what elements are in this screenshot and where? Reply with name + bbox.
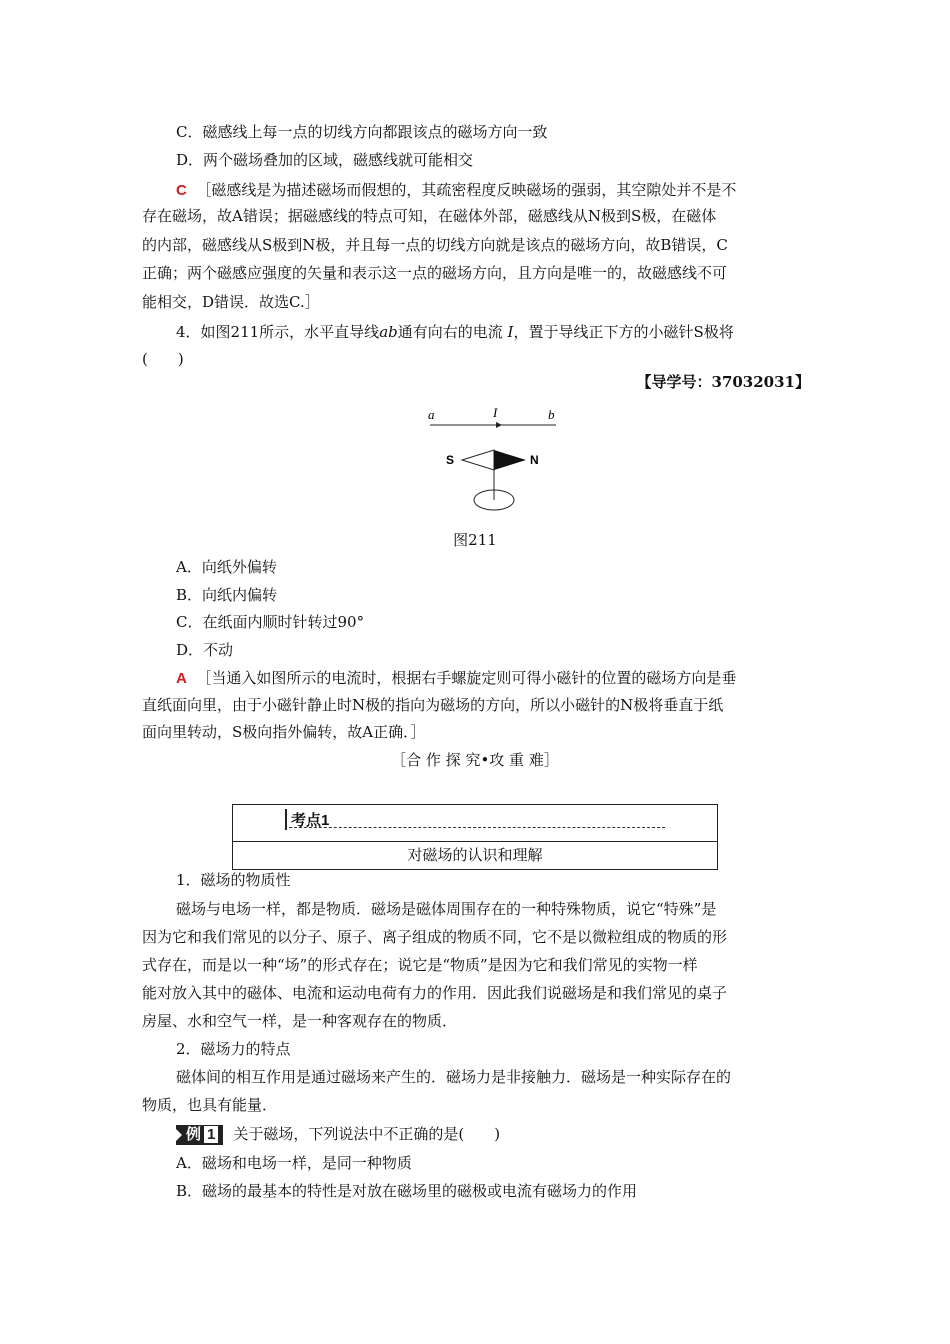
label-N: N [530, 453, 539, 467]
q4-text: 4．如图211所示，水平直导线 [176, 323, 380, 341]
para2-line: 物质，也具有能量． [142, 1096, 278, 1114]
para2-heading: 2．磁场力的特点 [176, 1040, 291, 1058]
para1-line: 磁场与电场一样，都是物质．磁场是磁体周围存在的一种特殊物质，说它“特殊”是 [176, 900, 717, 918]
example-question [176, 1124, 500, 1145]
example-number: 1 [203, 1125, 219, 1144]
topic-tag: 考点1 [285, 809, 329, 830]
figure-211 [422, 405, 562, 525]
q3-explanation-line: 的内部，磁感线从S极到N极，并且每一点的切线方向就是该点的磁场方向，故B错误，C [142, 236, 728, 254]
q4-exp-text: ［当通入如图所示的电流时，根据右手螺旋定则可得小磁针的位置的磁场方向是垂 [196, 669, 737, 687]
para2-line: 磁体间的相互作用是通过磁场来产生的．磁场力是非接触力．磁场是一种实际存在的 [176, 1068, 732, 1086]
q4-text: 通有向右的电流 [397, 323, 503, 341]
para1-heading: 1．磁场的物质性 [176, 871, 291, 889]
q4-paren: ( ) [142, 350, 184, 368]
label-a: a [428, 407, 435, 422]
q3-explanation-line: 能相交，D错误．故选C.］ [142, 293, 320, 311]
q3-explanation-line [176, 180, 736, 201]
para1-line: 能对放入其中的磁体、电流和运动电荷有力的作用．因此我们说磁场是和我们常见的桌子 [142, 984, 728, 1002]
example-text: 关于磁场，下列说法中不正确的是( ) [233, 1125, 501, 1143]
q4-ab: ab [379, 323, 398, 341]
q3-exp-text: ［磁感线是为描述磁场而假想的，其疏密程度反映磁场的强弱，其空隙处并不是不 [196, 181, 737, 199]
topic-title: 对磁场的认识和理解 [407, 846, 543, 864]
q4-option-d: D．不动 [176, 641, 234, 659]
label-I: I [493, 405, 498, 420]
example-label: 例 [186, 1126, 202, 1143]
label-S: S [446, 453, 455, 467]
q3-option-c: C．磁感线上每一点的切线方向都跟该点的磁场方向一致 [176, 123, 548, 141]
guide-number: 【导学号：37032031】 [636, 373, 810, 391]
example-option-b: B．磁场的最基本的特性是对放在磁场里的磁极或电流有磁场力的作用 [176, 1182, 638, 1200]
q4-option-a: A．向纸外偏转 [176, 558, 277, 576]
needle-north-half [494, 450, 526, 470]
para1-line: 式存在，而是以一种“场”的形式存在；说它是“物质”是因为它和我们常见的实物一样 [142, 956, 698, 974]
needle-south-half [462, 450, 494, 470]
q4-question [176, 322, 734, 342]
topic-dash [289, 827, 665, 828]
q4-current: I [507, 323, 514, 341]
q4-explanation-line [176, 668, 736, 689]
q4-text: ，置于导线正下方的小磁针S极将 [513, 323, 734, 341]
q4-option-c: C．在纸面内顺时针转过90° [176, 613, 365, 631]
q4-explanation-line: 直纸面向里，由于小磁针静止时N极的指向为磁场的方向，所以小磁针的N极将垂直于纸 [142, 696, 724, 714]
q3-answer: C [176, 182, 187, 199]
topic-box [232, 804, 718, 870]
topic-divider [233, 841, 717, 842]
q4-answer: A [176, 670, 187, 687]
label-b: b [548, 407, 555, 422]
q3-explanation-line: 正确；两个磁感应强度的矢量和表示这一点的磁场方向，且方向是唯一的，故磁感线不可 [142, 264, 728, 282]
q4-explanation-line: 面向里转动，S极向指外偏转，故A正确．］ [142, 723, 426, 741]
figure-caption: 图211 [453, 531, 497, 549]
example-option-a: A．磁场和电场一样，是同一种物质 [176, 1154, 412, 1172]
example-badge [176, 1125, 223, 1145]
q3-option-d: D．两个磁场叠加的区域，磁感线就可能相交 [176, 151, 474, 169]
q4-option-b: B．向纸内偏转 [176, 586, 278, 604]
current-arrow-icon [496, 422, 502, 428]
para1-line: 房屋、水和空气一样，是一种客观存在的物质． [142, 1012, 458, 1030]
para1-line: 因为它和我们常见的以分子、原子、离子组成的物质不同，它不是以微粒组成的物质的形 [142, 928, 728, 946]
section-heading: ［合 作 探 究•攻 重 难］ [391, 751, 559, 769]
q3-explanation-line: 存在磁场，故A错误；据磁感线的特点可知，在磁体外部，磁感线从N极到S极，在磁体 [142, 207, 717, 225]
